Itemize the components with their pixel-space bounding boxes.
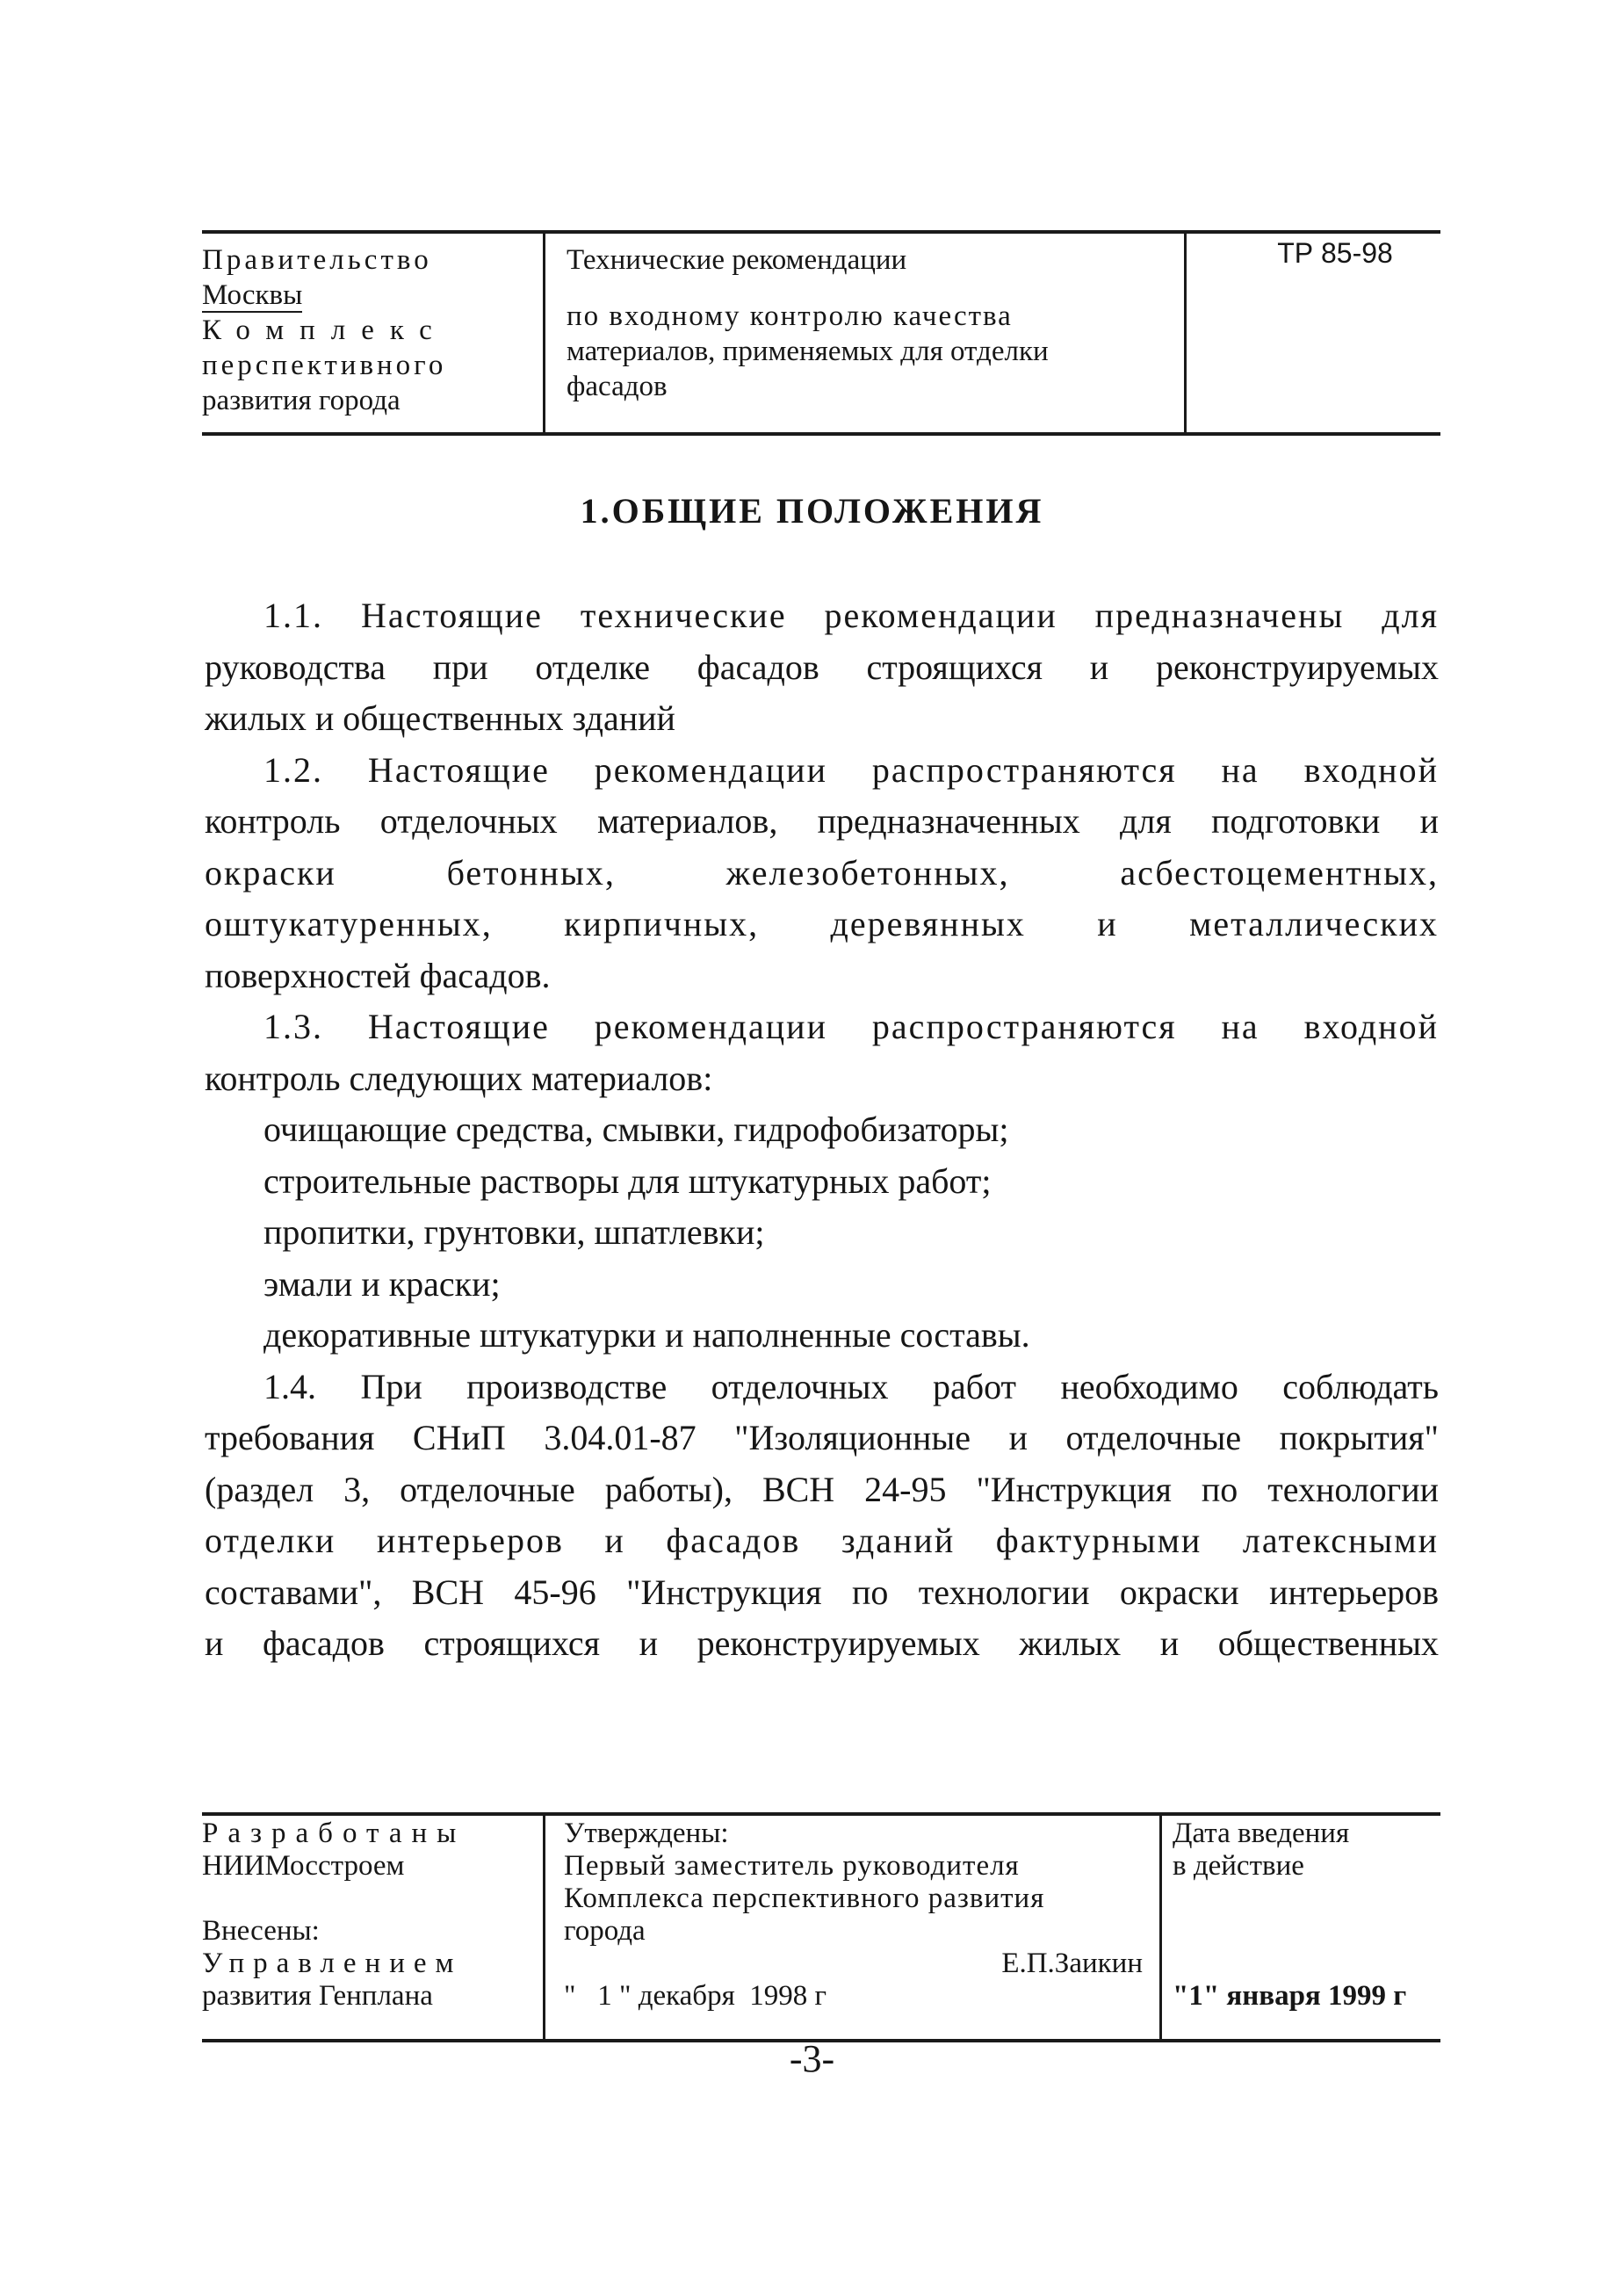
effective-date: "1" января 1999 г	[1173, 1980, 1407, 2012]
org-line-3: Комплекс	[202, 314, 448, 346]
footer-effective	[1173, 1818, 1436, 2013]
paragraph-line: отделки интерьеров и фасадов зданий фактурными латексными	[205, 1521, 1439, 1560]
paragraph-line: поверхностей фасадов.	[205, 955, 551, 995]
paragraph-line: и фасадов строящихся и реконструируемых жилых и общественных	[205, 1623, 1439, 1663]
submitted-by-line-1: Управлением	[202, 1948, 463, 1979]
paragraph-line: составами", ВСН 45-96 "Инструкция по технологии окраски интерьеров	[205, 1572, 1439, 1612]
paragraph-line: руководства при отделке фасадов строящихся и реконструируемых	[205, 647, 1439, 687]
list-item: декоративные штукатурки и наполненные составы.	[263, 1315, 1030, 1355]
developed-label: Разработаны	[202, 1818, 466, 1849]
footer-block	[202, 1812, 1440, 2049]
paragraph-line: 1.4. При производстве отделочных работ необходимо соблюдать	[263, 1366, 1439, 1406]
header-organization	[202, 242, 527, 418]
org-line-5: развития города	[202, 385, 401, 416]
submitted-label: Внесены:	[202, 1915, 320, 1947]
paragraph-line: (раздел 3, отделочные работы), ВСН 24-95 "Инструкция по технологии	[205, 1469, 1439, 1509]
paragraph-line: оштукатуренных, кирпичных, деревянных и металлических	[205, 904, 1439, 943]
header-divider-1	[543, 232, 545, 434]
body-text	[205, 590, 1439, 1670]
paragraph-line: 1.2. Настоящие рекомендации распространяются на входной	[263, 749, 1439, 790]
doc-type: Технические рекомендации	[567, 244, 907, 276]
developed-by: НИИМосстроем	[202, 1850, 405, 1882]
header-subject	[567, 242, 1348, 404]
header-bottom-rule	[202, 432, 1440, 436]
org-line-1: Правительство	[202, 244, 432, 276]
header-top-rule	[202, 230, 1440, 234]
list-item: очищающие средства, смывки, гидрофобизаторы;	[263, 1109, 1009, 1149]
paragraph-line: жилых и общественных зданий	[205, 698, 675, 738]
approved-line-3: города	[564, 1915, 646, 1947]
approved-date: " 1 " декабря 1998 г	[564, 1980, 827, 2012]
header-block	[202, 230, 1440, 437]
paragraph-line: окраски бетонных, железобетонных, асбестоцементных,	[205, 852, 1439, 893]
paragraph-line: требования СНиП 3.04.01-87 "Изоляционные и отделочные покрытия"	[205, 1418, 1439, 1457]
paragraph-line: контроль отделочных материалов, предназначенных для подготовки и	[205, 801, 1439, 841]
approved-line-2: Комплекса перспективного развития	[564, 1883, 1045, 1914]
list-item: строительные растворы для штукатурных работ;	[263, 1160, 992, 1201]
submitted-by-line-2: развития Генплана	[202, 1980, 433, 2012]
page-number: -3-	[789, 2037, 835, 2080]
footer-divider-1	[543, 1816, 545, 2039]
list-item: эмали и краски;	[263, 1263, 501, 1304]
doc-code: ТР 85-98	[1277, 237, 1393, 269]
footer-approval	[564, 1818, 1148, 2013]
approved-signatory: Е.П.Заикин	[1001, 1948, 1143, 1979]
effective-label-line-1: Дата введения	[1173, 1818, 1350, 1849]
paragraph-line: 1.1. Настоящие технические рекомендации предназначены для	[263, 596, 1439, 635]
org-line-4: перспективного	[202, 350, 447, 381]
footer-top-rule	[202, 1812, 1440, 1816]
paragraph-line: 1.3. Настоящие рекомендации распространяются на входной	[263, 1007, 1439, 1046]
section-title: 1.ОБЩИЕ ПОЛОЖЕНИЯ	[580, 491, 1044, 531]
footer-developers	[202, 1818, 540, 2013]
list-item: пропитки, грунтовки, шпатлевки;	[263, 1212, 765, 1252]
effective-label-line-2: в действие	[1173, 1850, 1304, 1882]
subject-line-3: фасадов	[567, 371, 668, 402]
org-line-2: Москвы	[202, 279, 303, 311]
subject-line-1: по входному контролю качества	[567, 300, 1013, 332]
footer-divider-2	[1159, 1816, 1162, 2039]
approved-label: Утверждены:	[564, 1818, 729, 1849]
subject-line-2: материалов, применяемых для отделки	[567, 336, 1049, 367]
approved-line-1: Первый заместитель руководителя	[564, 1850, 1020, 1882]
paragraph-line: контроль следующих материалов:	[205, 1058, 713, 1098]
